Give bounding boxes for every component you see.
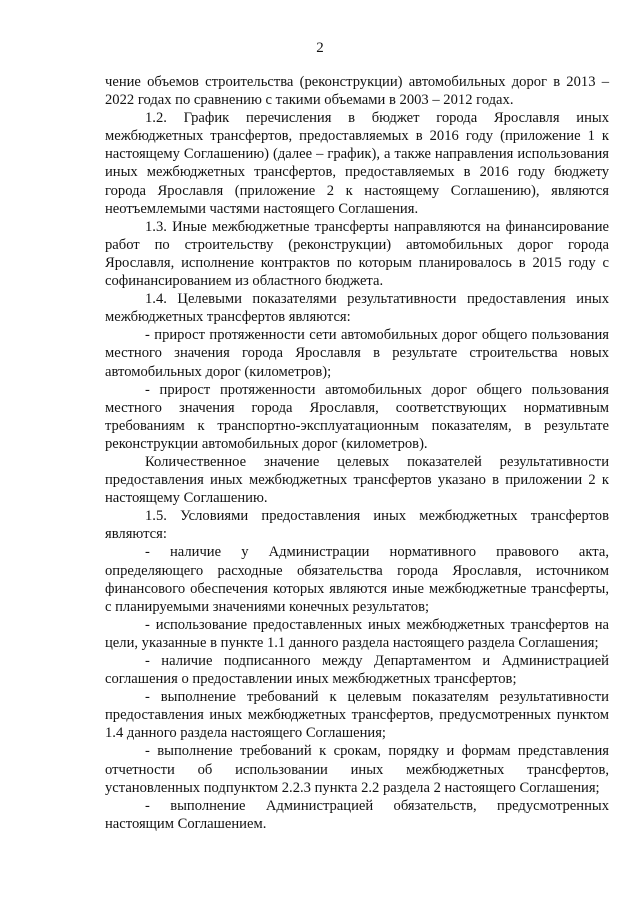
paragraph-1-5: 1.5. Условиями предоставления иных межбюджетных трансфертов являются:	[105, 508, 609, 543]
paragraph-1-3: 1.3. Иные межбюджетные трансферты направляются на финансирование работ по строительству (реконструкции) автомобильных дорог города Ярославля, исполнение контрактов по которым планировалось в 2015 году с софинансированием из областного бюджета.	[105, 218, 609, 290]
list-item-signed-agreement: - наличие подписанного между Департаментом и Администрацией соглашения о предоставлении иных межбюджетных трансфертов;	[105, 653, 609, 688]
paragraph-continuation: чение объемов строительства (реконструкции) автомобильных дорог в 2013 –2022 годах по сравнению с такими объемами в 2003 – 2012 годах.	[105, 74, 609, 109]
list-item-network-growth: - прирост протяженности сети автомобильных дорог общего пользования местного значения города Ярославля в результате строительства новых автомобильных дорог (километров);	[105, 327, 609, 380]
document-body	[105, 73, 609, 833]
list-item-obligations: - выполнение Администрацией обязательств, предусмотренных настоящим Соглашением.	[105, 797, 609, 832]
paragraph-target-values: Количественное значение целевых показателей результативности предоставления иных межбюджетных трансфертов указано в приложении 2 к настоящему Соглашению.	[105, 453, 609, 507]
page-number: 2	[316, 40, 324, 56]
paragraph-1-4: 1.4. Целевыми показателями результативности предоставления иных межбюджетных трансфертов являются:	[105, 291, 609, 326]
paragraph-1-2: 1.2. График перечисления в бюджет города Ярославля иных межбюджетных трансфертов, предоставляемых в 2016 году (приложение 1 к настоящему Соглашению) (далее – график), а также направления использования иных межбюджетных трансфертов, предоставляемых в 2016 году бюджету города Ярославля (приложение 2 к настоящему Соглашению), являются неотъемлемыми частями настоящего Соглашения.	[105, 110, 609, 217]
list-item-target-indicators: - выполнение требований к целевым показателям результативности предоставления иных межбюджетных трансфертов, предусмотренных пунктом 1.4 данного раздела настоящего Соглашения;	[105, 689, 609, 742]
list-item-legal-act: - наличие у Администрации нормативного правового акта, определяющего расходные обязательства города Ярославля, источником финансового обеспечения которых являются иные межбюджетные трансферты, с планируемыми значениями конечных результатов;	[105, 544, 609, 615]
list-item-roads-compliance: - прирост протяженности автомобильных дорог общего пользования местного значения города Ярославля, соответствующих нормативным требованиям к транспортно-эксплуатационным показателям, в результате реконструкции автомобильных дорог (километров).	[105, 381, 609, 452]
list-item-reporting: - выполнение требований к срокам, порядку и формам представления отчетности об использовании иных межбюджетных трансфертов, установленных подпунктом 2.2.3 пункта 2.2 раздела 2 настоящего Соглашения;	[105, 743, 609, 796]
list-item-purpose-use: - использование предоставленных иных межбюджетных трансфертов на цели, указанные в пункте 1.1 данного раздела настоящего раздела Соглашения;	[105, 616, 609, 651]
